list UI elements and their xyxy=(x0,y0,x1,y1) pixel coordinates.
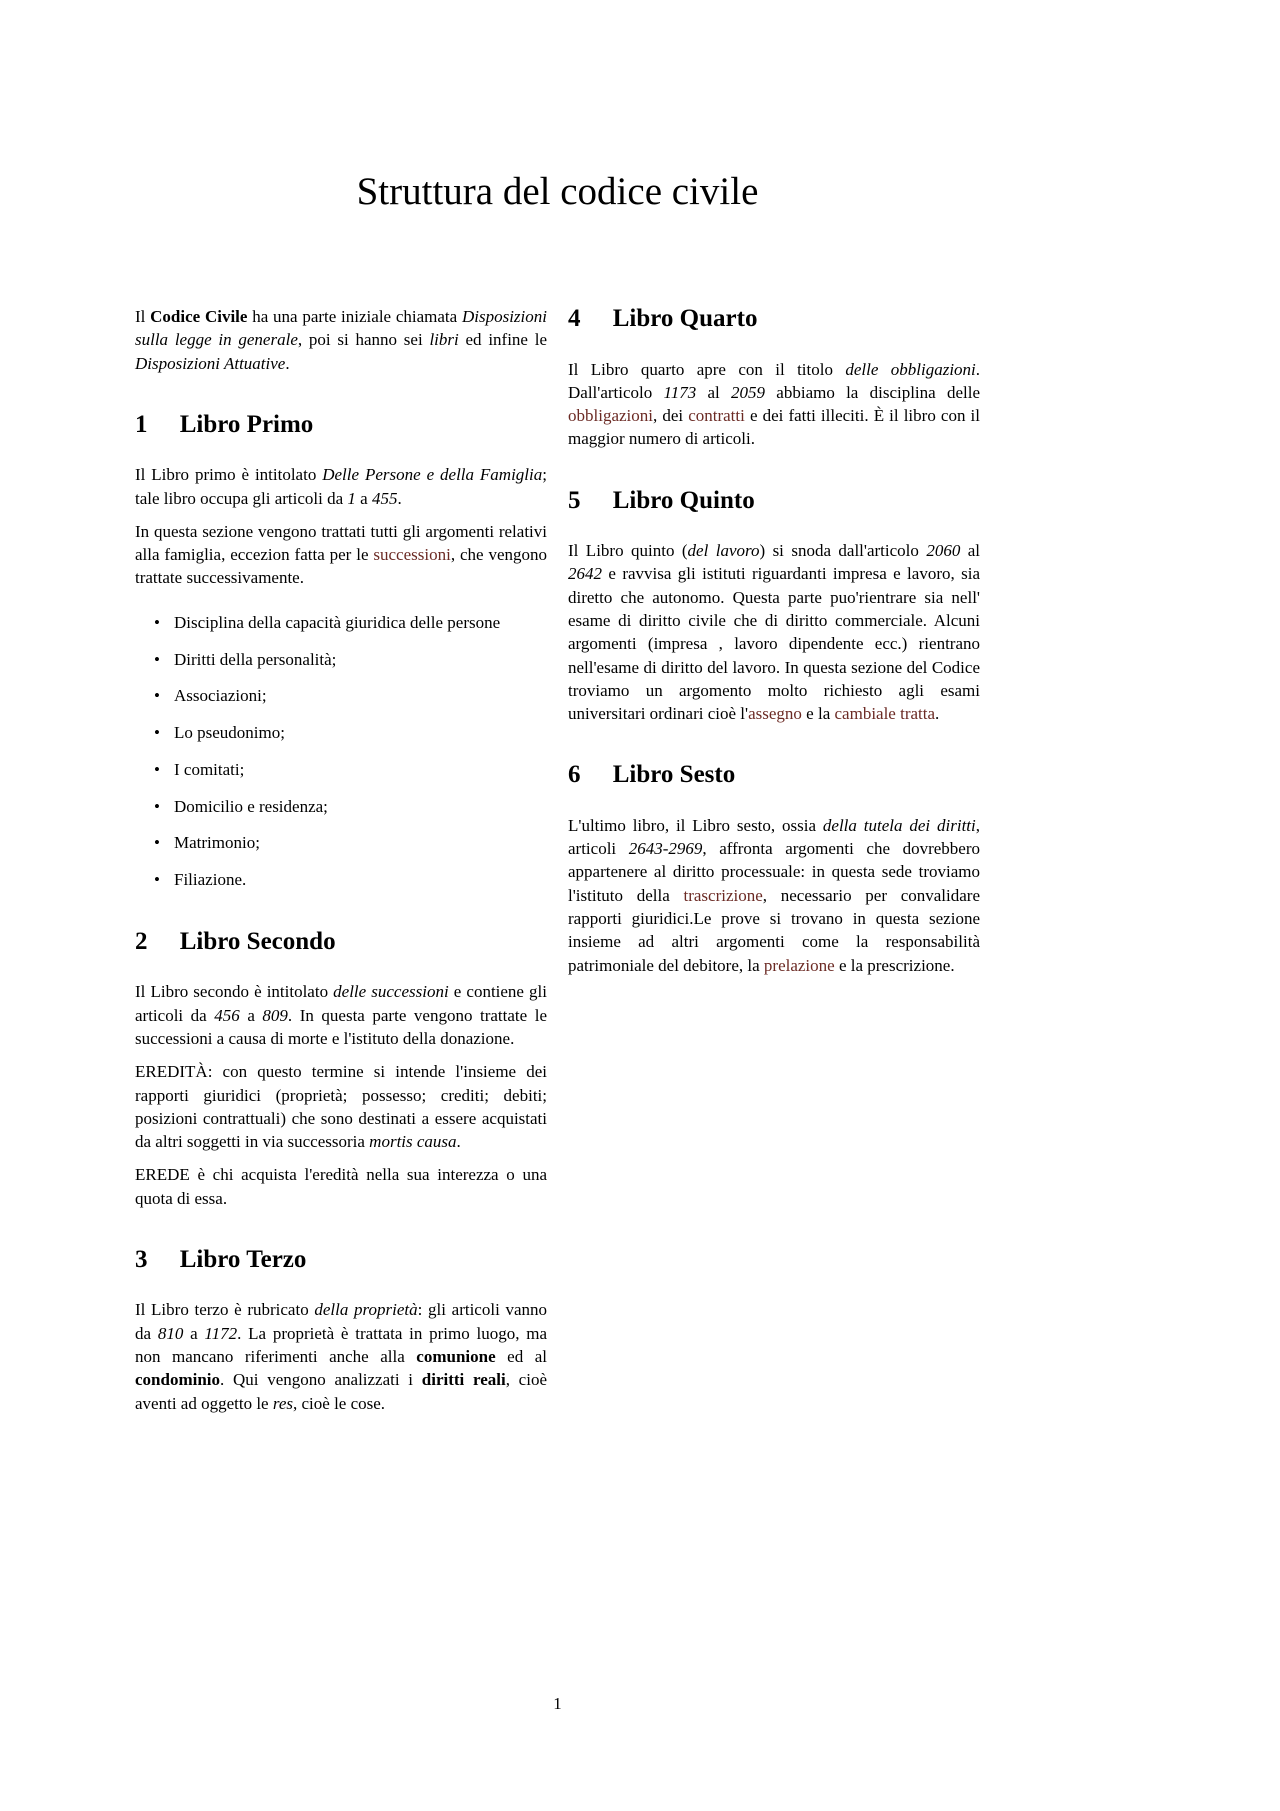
list-item: • Disciplina della capacità giuridica delle persone xyxy=(174,612,547,635)
section-5-paragraph-1 xyxy=(568,539,980,725)
text-segment: L'ultimo libro, il Libro sesto, ossia xyxy=(568,815,823,835)
italic-text: 2059 xyxy=(731,382,766,402)
section-number: 1 xyxy=(135,410,148,438)
section-1-paragraph-1 xyxy=(135,463,547,510)
text-segment: e la prescrizione. xyxy=(834,955,955,975)
text-segment: a xyxy=(239,1005,263,1025)
italic-text: della proprietà xyxy=(314,1300,418,1320)
bold-text: condominio xyxy=(135,1370,221,1390)
section-heading-libro-terzo xyxy=(135,1246,547,1274)
section-title: Libro Quinto xyxy=(612,486,755,514)
text-segment: . Dall'articolo xyxy=(568,359,981,402)
list-item: • Associazioni; xyxy=(174,685,547,708)
text-segment: , articoli xyxy=(568,815,980,859)
section-number: 5 xyxy=(568,486,581,514)
italic-text: res xyxy=(272,1393,293,1413)
italic-text: 1172 xyxy=(204,1323,238,1343)
section-title: Libro Sesto xyxy=(612,761,736,789)
section-title: Libro Quarto xyxy=(612,305,758,332)
section-title: Libro Secondo xyxy=(179,927,336,955)
section-1-paragraph-2 xyxy=(135,520,547,590)
italic-text: Disposizioni Attuative xyxy=(135,353,286,373)
text-link[interactable]: cambiale tratta xyxy=(834,704,936,724)
text-segment: EREDITÀ: con questo termine si intende l'insieme dei rapporti giuridici (proprietà; possesso; crediti; debiti; posizioni contrattuali) che sono destinati a essere acquistati da altri soggetti in via successoria xyxy=(135,1062,547,1152)
list-item: • Lo pseudonimo; xyxy=(174,722,547,745)
section-heading-libro-sesto xyxy=(568,761,980,789)
italic-text: Delle Persone e della Famiglia xyxy=(322,465,543,485)
text-segment: al xyxy=(696,382,732,402)
bold-text: Codice Civile xyxy=(150,307,248,326)
text-segment: . xyxy=(456,1132,461,1152)
italic-text: 1173 xyxy=(663,382,697,402)
list-item: • I comitati; xyxy=(174,759,547,782)
italic-text: Disposizioni sulla legge in generale xyxy=(135,307,547,350)
intro-paragraph xyxy=(135,305,547,375)
text-segment: ; tale libro occupa gli articoli da xyxy=(135,465,547,508)
text-segment: , affronta argomenti che dovrebbero appartenere al diritto processuale: in questa sede troviamo l'istituto della xyxy=(568,839,980,905)
section-number: 3 xyxy=(135,1245,148,1273)
section-number: 6 xyxy=(568,761,581,789)
text-link[interactable]: trascrizione xyxy=(683,885,763,905)
section-6-paragraph-1 xyxy=(568,814,980,977)
text-segment: , cioè aventi ad oggetto le xyxy=(135,1370,547,1413)
text-segment: . xyxy=(397,488,402,508)
right-column xyxy=(568,305,980,1425)
section-title: Libro Primo xyxy=(179,410,314,438)
document-title: Struttura del codice civile xyxy=(356,170,759,213)
italic-text: delle obbligazioni xyxy=(845,359,976,379)
section-heading-libro-primo xyxy=(135,411,547,439)
list-item: • Filiazione. xyxy=(174,869,547,892)
section-heading-libro-quinto xyxy=(568,487,980,515)
text-segment: ed al xyxy=(495,1346,547,1366)
italic-text: della tutela dei diritti xyxy=(822,815,976,835)
text-segment: ) si snoda dall'articolo xyxy=(759,541,927,561)
text-segment: al xyxy=(960,541,981,561)
section-heading-libro-quarto xyxy=(568,305,980,333)
text-segment: Il Libro primo è intitolato xyxy=(135,465,323,485)
left-column xyxy=(135,305,547,1425)
text-segment: . La proprietà è trattata in primo luogo, ma non mancano riferimenti anche alla xyxy=(135,1323,548,1366)
bold-text: diritti reali xyxy=(421,1370,506,1390)
text-link[interactable]: contratti xyxy=(688,406,745,426)
italic-text: 2642 xyxy=(568,564,602,584)
list-item: • Domicilio e residenza; xyxy=(174,796,547,819)
text-segment: . Qui vengono analizzati i xyxy=(220,1370,422,1390)
page-number: 1 xyxy=(553,1694,562,1713)
text-segment: e contiene gli articoli da xyxy=(135,982,547,1025)
text-segment: abbiamo la disciplina delle xyxy=(765,382,980,402)
text-link[interactable]: assegno xyxy=(748,704,802,724)
section-3-paragraph-1 xyxy=(135,1298,547,1414)
text-segment: . In questa parte vengono trattate le successioni a causa di morte e l'istituto della donazione. xyxy=(135,1005,547,1048)
text-segment: Il Libro quarto apre con il titolo xyxy=(568,359,846,379)
text-segment: , che vengono trattate successivamente. xyxy=(135,545,547,588)
section-number: 2 xyxy=(135,927,148,955)
italic-text: mortis causa xyxy=(369,1132,457,1152)
italic-text: 2060 xyxy=(926,541,961,561)
text-segment: , necessario per convalidare rapporti giuridici.Le prove si trovano in questa sezione insieme ad altri argomenti come la responsabilità patrimoniale del debitore, la xyxy=(568,885,980,975)
text-link[interactable]: prelazione xyxy=(763,955,835,975)
italic-text: 810 xyxy=(157,1323,184,1343)
section-2-paragraph-2 xyxy=(135,1060,547,1153)
text-link[interactable]: successioni xyxy=(373,545,451,565)
section-heading-libro-secondo xyxy=(135,928,547,956)
section-title: Libro Terzo xyxy=(179,1245,307,1273)
text-segment: In questa sezione vengono trattati tutti gli argomenti relativi alla famiglia, eccezion fatta per le xyxy=(135,521,547,565)
text-segment: , poi si hanno sei xyxy=(297,330,430,350)
text-segment: ha una parte iniziale chiamata xyxy=(247,307,462,326)
italic-text: 809 xyxy=(262,1005,288,1025)
text-link[interactable]: obbligazioni xyxy=(568,406,653,426)
text-segment: : gli articoli vanno da xyxy=(135,1300,548,1343)
text-segment: Il Libro secondo è intitolato xyxy=(135,982,334,1002)
list-item: • Matrimonio; xyxy=(174,832,547,855)
text-segment: a xyxy=(355,488,372,508)
section-number: 4 xyxy=(568,305,581,332)
italic-text: libri xyxy=(429,330,459,350)
italic-text: delle successioni xyxy=(333,982,449,1002)
text-segment: . xyxy=(285,353,290,373)
text-segment: . xyxy=(935,704,940,724)
text-segment: Il Libro quinto ( xyxy=(568,541,688,561)
italic-text: 2643-2969 xyxy=(628,839,703,859)
text-segment: Il Libro terzo è rubricato xyxy=(135,1300,315,1320)
text-segment: , dei xyxy=(652,406,689,426)
italic-text: 455 xyxy=(371,488,398,508)
italic-text: 1 xyxy=(347,488,356,508)
section-4-paragraph-1 xyxy=(568,358,980,451)
text-segment: Il xyxy=(135,307,151,326)
list-item: • Diritti della personalità; xyxy=(174,649,547,672)
text-segment: e la xyxy=(801,704,835,724)
italic-text: 456 xyxy=(214,1005,240,1025)
two-column-layout xyxy=(135,305,980,1425)
bold-text: comunione xyxy=(416,1346,496,1366)
text-segment: e ravvisa gli istituti riguardanti impresa e lavoro, sia diretto che autonomo. Questa parte puo'rientrare sia nell' esame di diritto civile che di diritto commerciale. Alcuni argomenti (impresa , lavoro dipendente ecc.) rientrano nell'esame di diritto del lavoro. In questa sezione del Codice troviamo un argomento molto richiesto agli esami universitari ordinari cioè l' xyxy=(568,564,980,724)
text-segment: ed infine le xyxy=(458,330,548,350)
text-segment: a xyxy=(183,1323,205,1343)
text-segment: , cioè le cose. xyxy=(293,1393,386,1413)
text-segment: e dei fatti illeciti. È il libro con il maggior numero di articoli. xyxy=(568,406,980,449)
italic-text: del lavoro xyxy=(687,541,760,561)
section-1-topic-list xyxy=(135,612,547,892)
text-segment: EREDE è chi acquista l'eredità nella sua interezza o una quota di essa. xyxy=(135,1165,547,1208)
section-2-paragraph-3 xyxy=(135,1163,547,1210)
section-2-paragraph-1 xyxy=(135,980,547,1050)
